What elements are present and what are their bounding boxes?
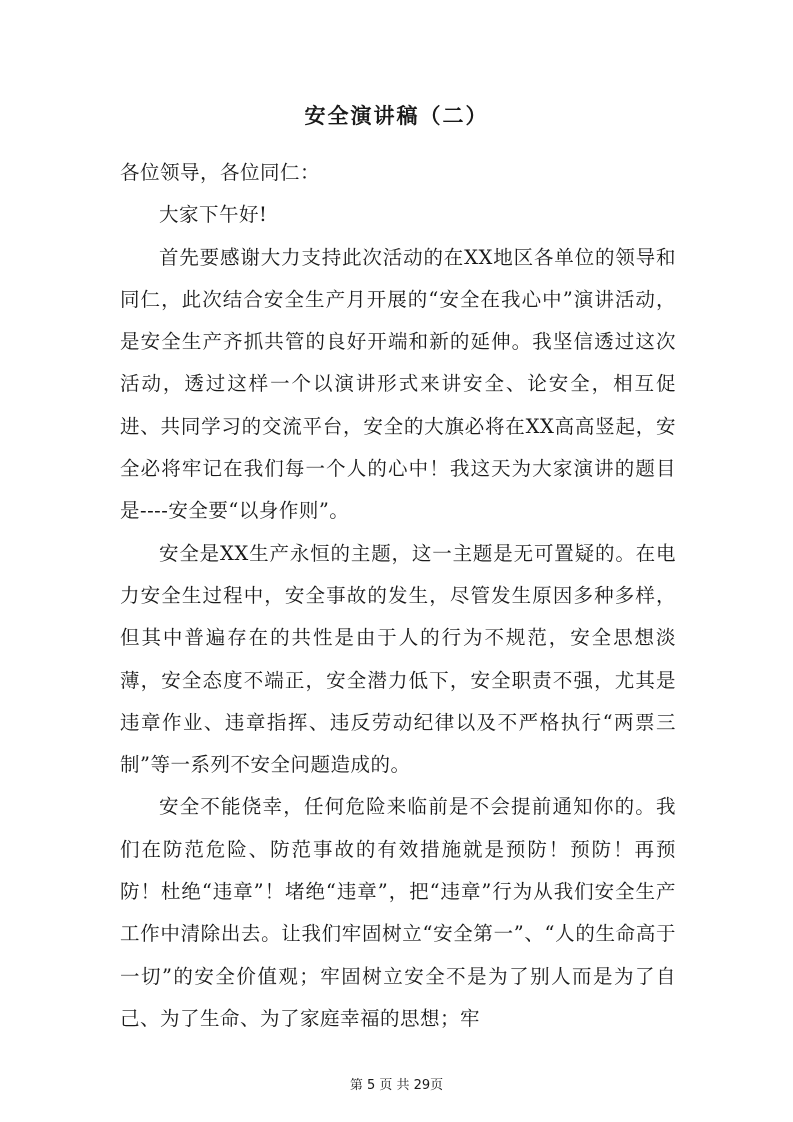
page-number-label: 第 5 页 共 29页 [349,1078,444,1093]
document-title: 安全演讲稿（二） [304,103,489,128]
paragraph: 安全是XX生产永恒的主题，这一主题是无可置疑的。在电力安全生过程中，安全事故的发生，尽管发生原因多种多样，但其中普遍存在的共性是由于人的行为不规范，安全思想淡薄，安全态度不端正，安全潜力低下，安全职责不强，尤其是违章作业、违章指挥、违反劳动纪律以及不严格执行“两票三制”等一系列不安全问题造成的。 [120,541,676,777]
greeting: 大家下午好! [159,203,268,227]
paragraph: 首先要感谢大力支持此次活动的在XX地区各单位的领导和同仁，此次结合安全生产月开展的“安全在我心中”演讲活动，是安全生产齐抓共管的良好开端和新的延伸。我坚信透过这次活动，透过这样一个以演讲形式来讲安全、论安全，相互促进、共同学习的交流平台，安全的大旗必将在XX高高竖起，安全必将牢记在我们每一个人的心中！我这天为大家演讲的题目是----安全要“以身作则”。 [120,245,676,523]
document-body [120,152,676,1040]
paragraph: 安全不能侥幸，任何危险来临前是不会提前通知你的。我们在防范危险、防范事故的有效措施就是预防！预防！再预防！杜绝“违章”！堵绝“违章”，把“违章”行为从我们安全生产工作中清除出去。让我们牢固树立“安全第一”、“人的生命高于一切”的安全价值观；牢固树立安全不是为了别人而是为了自己、为了生命、为了家庭幸福的思想；牢 [120,795,676,1030]
salutation: 各位领导，各位同仁： [120,161,321,184]
page-footer [0,1076,793,1096]
